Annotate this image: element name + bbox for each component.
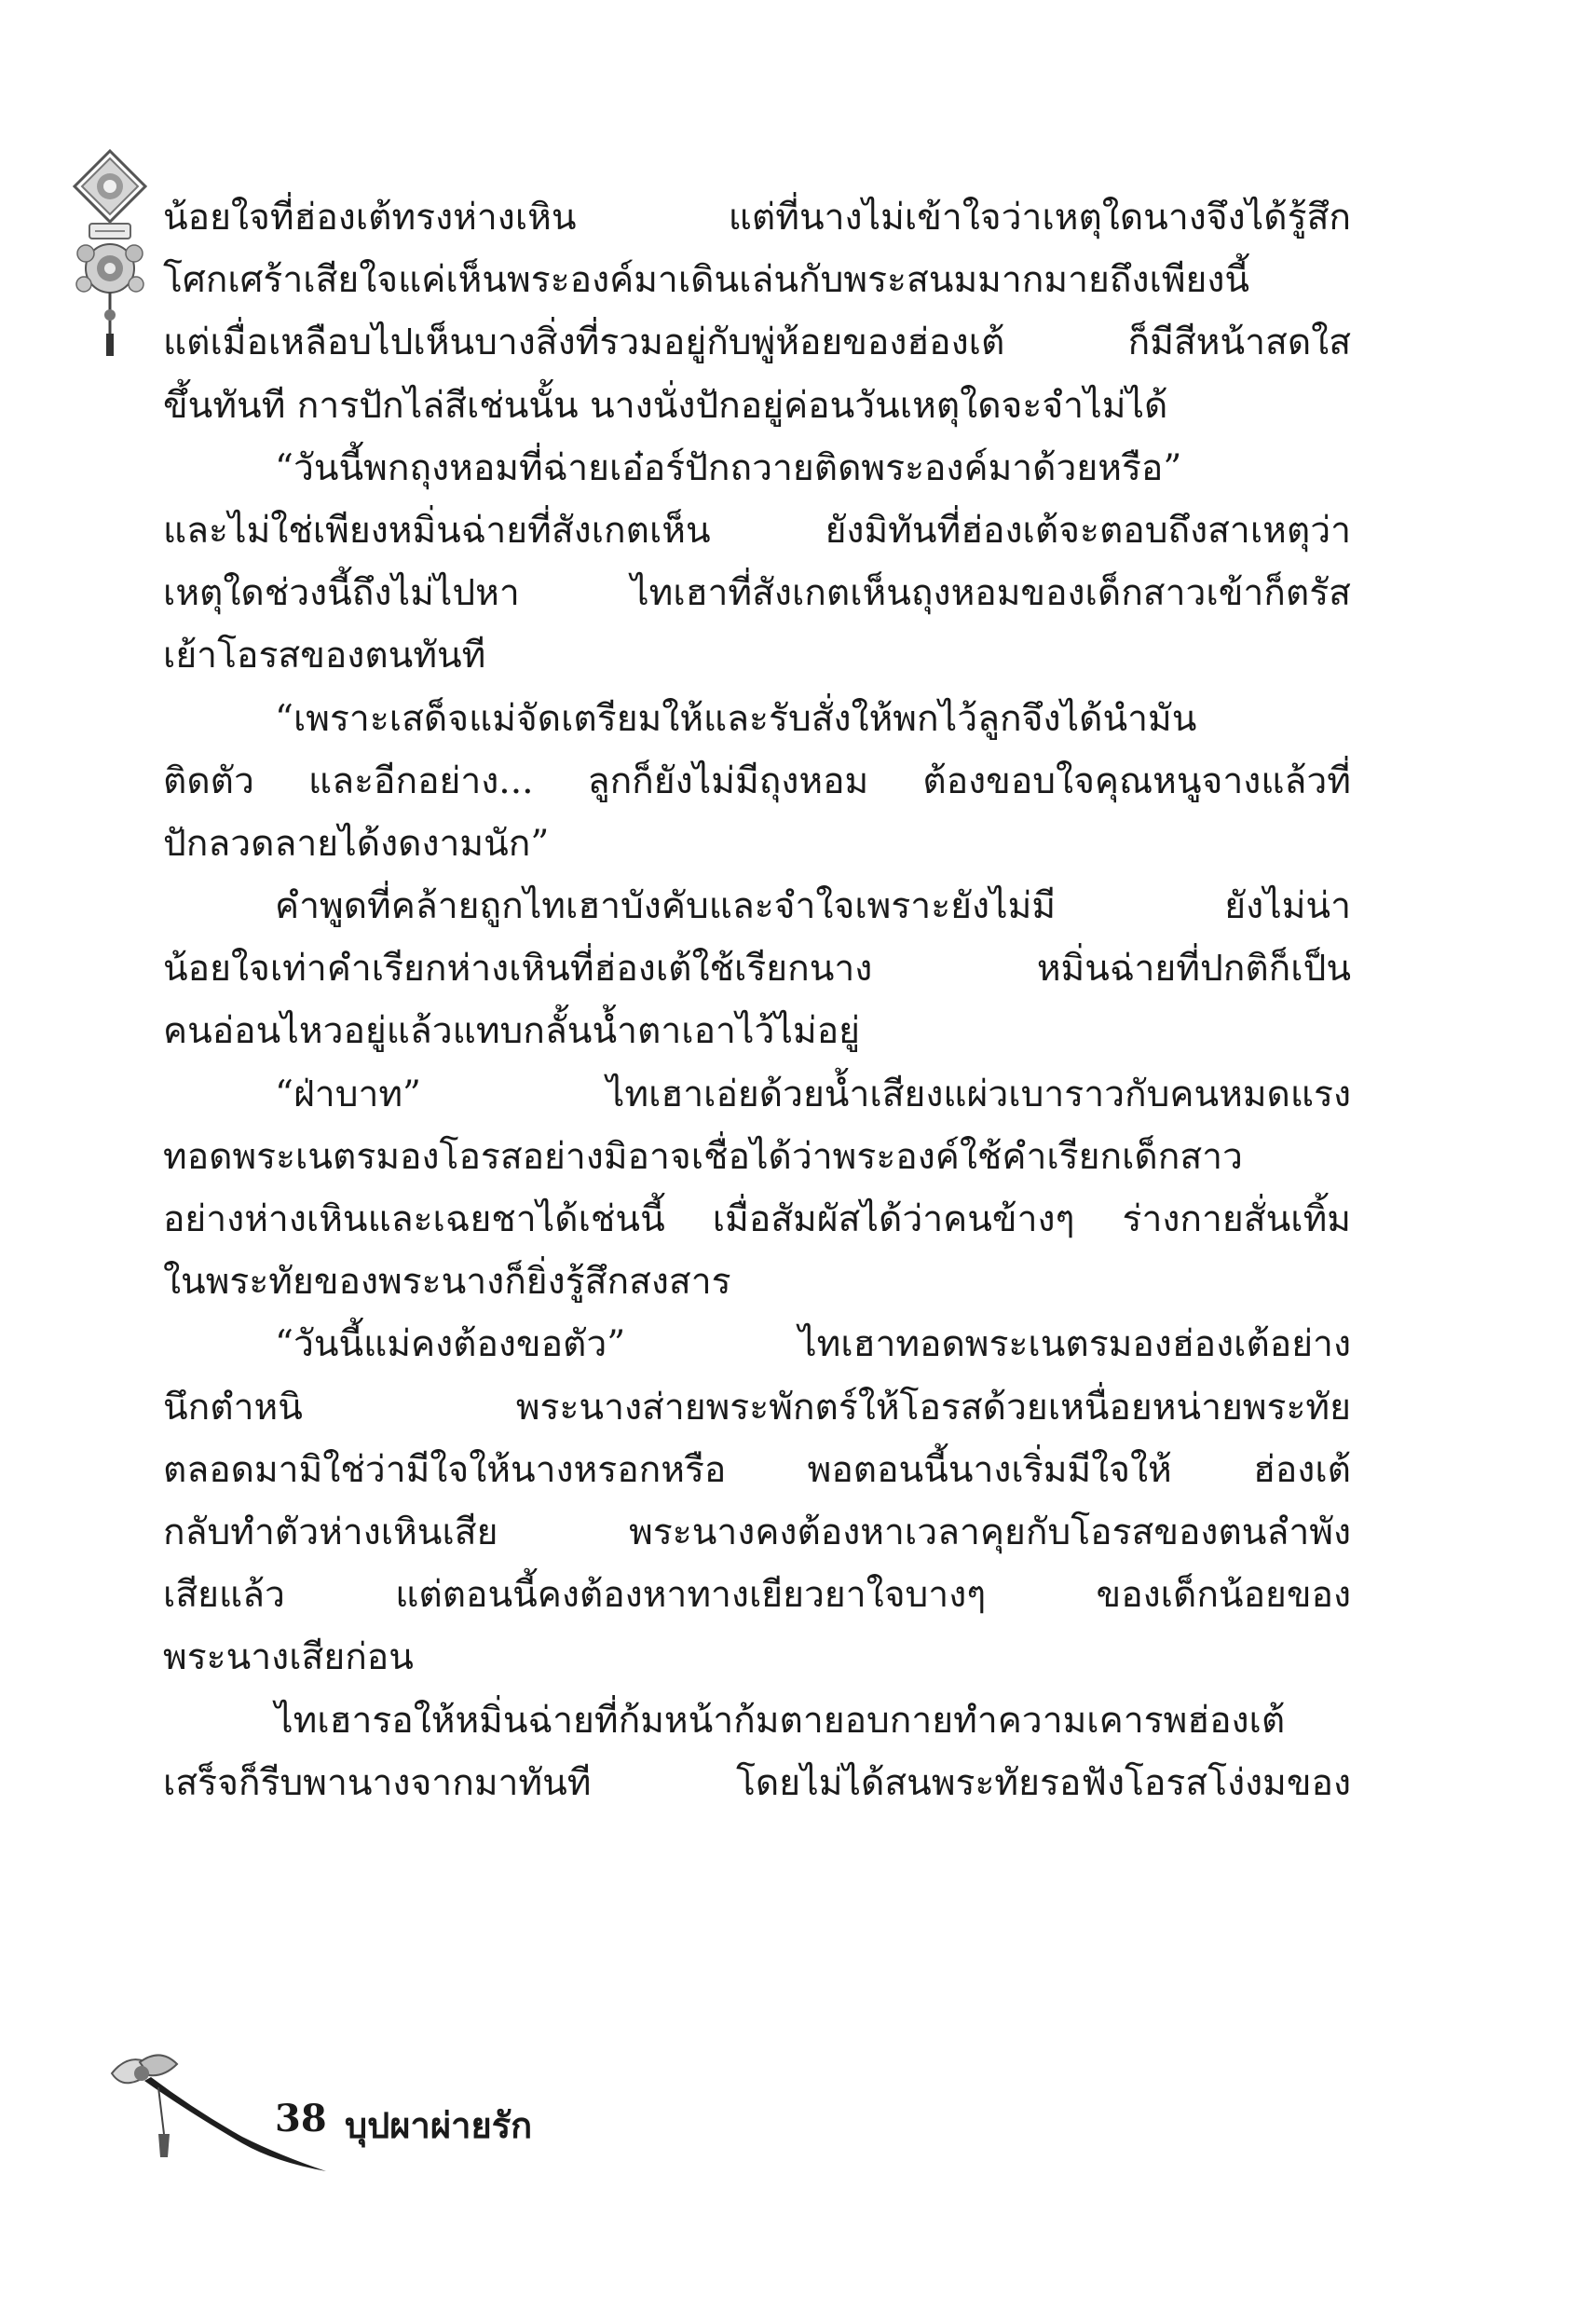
text-line: “วันนี้แม่คงต้องขอตัว” ไทเฮาทอดพระเนตรมองฮ่องเต้อย่าง (275, 1323, 1351, 1366)
text-line: ทอดพระเนตรมองโอรสอย่างมิอาจเชื่อได้ว่าพระองค์ใช้คำเรียกเด็กสาว (163, 1135, 1243, 1178)
text-line: เสียแล้ว แต่ตอนนี้คงต้องหาทางเยียวยาใจบางๆ ของเด็กน้อยของ (163, 1574, 1351, 1617)
text-line: “ฝ่าบาท” ไทเฮาเอ่ยด้วยน้ำเสียงแผ่วเบาราวกับคนหมดแรง (275, 1073, 1351, 1115)
text-line: แต่เมื่อเหลือบไปเห็นบางสิ่งที่รวมอยู่กับพู่ห้อยของฮ่องเต้ ก็มีสีหน้าสดใส (163, 321, 1351, 364)
text-line: โศกเศร้าเสียใจแค่เห็นพระองค์มาเดินเล่นกับพระสนมมากมายถึงเพียงนี้ (163, 259, 1250, 302)
text-line: เย้าโอรสของตนทันที (163, 635, 486, 677)
text-line: ไทเฮารอให้หมิ่นฉ่ายที่ก้มหน้าก้มตายอบกายทำความเคารพฮ่องเต้ (275, 1699, 1286, 1742)
text-line: เสร็จก็รีบพานางจากมาทันที โดยไม่ได้สนพระทัยรอฟังโอรสโง่งมของ (163, 1761, 1351, 1804)
text-line: กลับทำตัวห่างเหินเสีย พระนางคงต้องหาเวลาคุยกับโอรสของตนลำพัง (163, 1511, 1351, 1553)
text-line: ปักลวดลายได้งดงามนัก” (163, 822, 550, 865)
text-line: ขึ้นทันที การปักไล่สีเช่นนั้น นางนั่งปักอยู่ค่อนวันเหตุใดจะจำไม่ได้ (163, 384, 1168, 427)
text-line: น้อยใจเท่าคำเรียกห่างเหินที่ฮ่องเต้ใช้เรียกนาง หมิ่นฉ่ายที่ปกติก็เป็น (163, 948, 1351, 991)
page-footer (102, 2045, 755, 2176)
body-text (163, 186, 1351, 1814)
text-line: คนอ่อนไหวอยู่แล้วแทบกลั้นน้ำตาเอาไว้ไม่อยู่ (163, 1010, 861, 1053)
text-line: ในพระทัยของพระนางก็ยิ่งรู้สึกสงสาร (163, 1261, 731, 1304)
text-line: นึกตำหนิ พระนางส่ายพระพักตร์ให้โอรสด้วยเหนื่อยหน่ายพระทัย (163, 1386, 1351, 1429)
text-line: “วันนี้พกถุงหอมที่ฉ่ายเอ๋อร์ปักถวายติดพระองค์มาด้วยหรือ” (275, 446, 1182, 489)
text-line: พระนางเสียก่อน (163, 1636, 414, 1679)
text-line: เหตุใดช่วงนี้ถึงไม่ไปหา ไทเฮาที่สังเกตเห็นถุงหอมของเด็กสาวเข้าก็ตรัส (163, 572, 1351, 615)
book-title: บุปผาผ่ายรัก (345, 2105, 533, 2146)
text-line: น้อยใจที่ฮ่องเต้ทรงห่างเหิน แต่ที่นางไม่เข้าใจว่าเหตุใดนางจึงได้รู้สึก (163, 197, 1351, 239)
text-line: ติดตัว และอีกอย่าง... ลูกก็ยังไม่มีถุงหอม ต้องขอบใจคุณหนูจางแล้วที่ (163, 759, 1351, 802)
text-line: “เพราะเสด็จแม่จัดเตรียมให้และรับสั่งให้พกไว้ลูกจึงได้นำมัน (275, 697, 1197, 740)
ornament-emblem-icon (65, 149, 177, 363)
text-line: และไม่ใช่เพียงหมิ่นฉ่ายที่สังเกตเห็น ยังมิทันที่ฮ่องเต้จะตอบถึงสาเหตุว่า (163, 509, 1351, 552)
text-line: คำพูดที่คล้ายถูกไทเฮาบังคับและจำใจเพราะยังไม่มี ยังไม่น่า (275, 885, 1351, 928)
text-line: อย่างห่างเหินและเฉยชาได้เช่นนี้ เมื่อสัมผัสได้ว่าคนข้างๆ ร่างกายสั่นเทิ้ม (163, 1198, 1351, 1240)
text-line: ตลอดมามิใช่ว่ามีใจให้นางหรอกหรือ พอตอนนี้นางเริ่มมีใจให้ ฮ่องเต้ (163, 1448, 1351, 1491)
page-number: 38 (275, 2097, 327, 2140)
